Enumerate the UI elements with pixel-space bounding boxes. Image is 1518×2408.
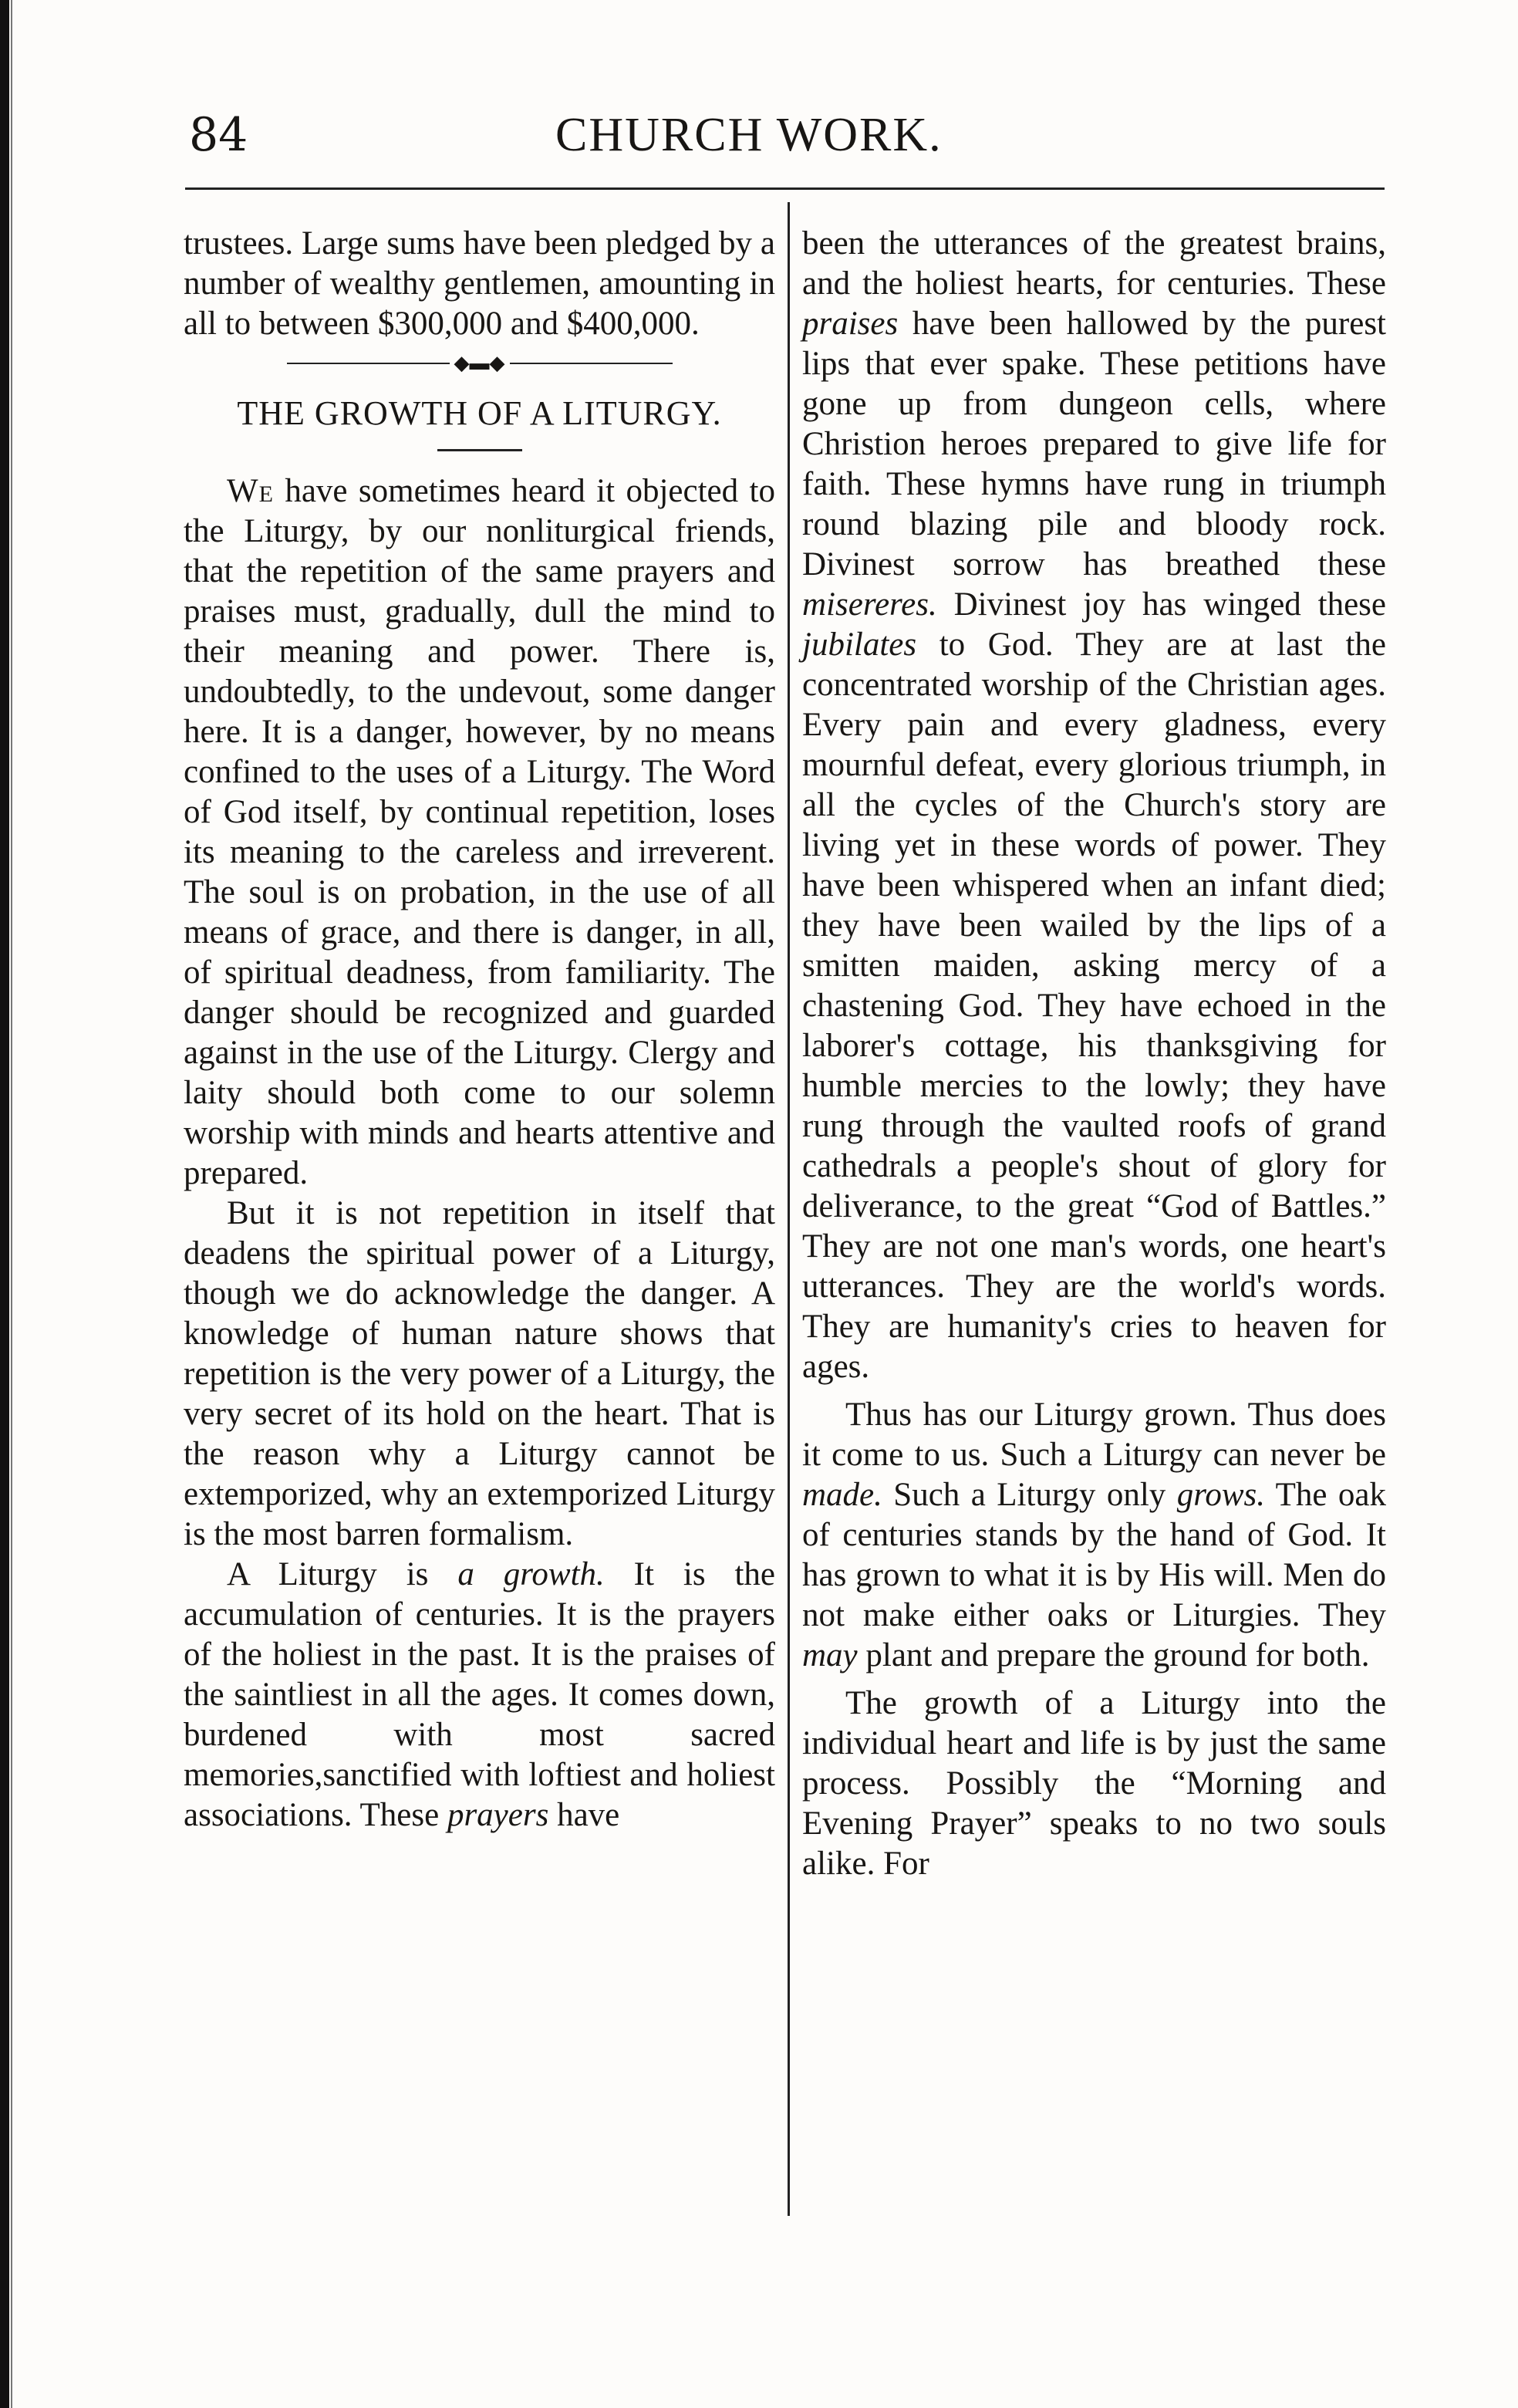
text-run: to God. They are at last the concentrated worship of the Christian ages. Every pain and every gladness, every mournful defeat, every glorious triumph, in all the cycles of the Church's story are living yet in these words of power. They have been whispered when an infant died; they have been wailed by the lips of a smitten maiden, asking mercy of a chastening God. They have echoed in the laborer's cottage, his thanksgiving for humble mercies to the lowly; they have rung through the vaulted roofs of grand cathedrals a people's shout of glory for deliverance, to the great “God of Battles.” They are not one man's words, one heart's utterances. They are the world's words. They are humanity's cries to heaven for ages.	[802, 626, 1386, 1385]
paragraph	[802, 1395, 1386, 1676]
italic-run: praises	[802, 306, 899, 342]
page-number: 84	[189, 108, 248, 162]
italic-run: prayers	[447, 1797, 549, 1833]
italic-run: misereres.	[802, 586, 937, 623]
continued-paragraph: trustees. Large sums have been pledged by a number of wealthy gentlemen, amounting in all to between $300,000 and $400,000.	[184, 225, 775, 342]
section-ornament	[287, 352, 673, 374]
title-rule	[437, 449, 522, 451]
text-run: It is the accumulation of centuries. It is the prayers of the holiest in the past. It is the praises of the saintliest in all the ages. It comes down, burdened with most sacred memories,sanctified with loftiest and holiest associations. These	[184, 1556, 775, 1833]
text-run: have	[548, 1797, 620, 1833]
text-run: been the utterances of the greatest brains, and the holiest hearts, for centuries. These	[802, 225, 1386, 302]
text-run: plant and prepare the ground for both.	[857, 1637, 1370, 1673]
text-run: A Liturgy is	[227, 1556, 458, 1592]
text-run: Divinest joy has winged these	[936, 586, 1386, 623]
italic-run: jubilates	[802, 626, 917, 663]
paragraph	[184, 1555, 775, 1836]
text-run: The oak of centuries stands by the hand of God. It has grown to what it is by His will. Men do not make either oaks or Liturgies. They	[802, 1477, 1387, 1633]
running-head: CHURCH WORK.	[555, 109, 943, 161]
page-edge-rule	[0, 0, 9, 2408]
text-run: Thus has our Liturgy grown. Thus does it come to us. Such a Liturgy can never be	[802, 1397, 1386, 1473]
italic-run: grows.	[1176, 1477, 1266, 1513]
column-divider	[788, 202, 790, 2216]
article-title: THE GROWTH OF A LITURGY.	[237, 394, 722, 432]
paragraph: But it is not repetition in itself that deadens the spiritual power of a Liturgy, though we do acknowledge the danger. A knowledge of human nature shows that repetition is the very power of a Liturgy, the very secret of its hold on the heart. That is the reason why a Liturgy cannot be extemporized, why an extemporized Liturgy is the most barren formalism.	[184, 1195, 775, 1552]
text-run: Such a Liturgy only	[882, 1477, 1177, 1513]
italic-run: made.	[802, 1477, 882, 1513]
paragraph-gap	[802, 1676, 1386, 1684]
page-edge-rule-thin	[11, 0, 12, 2408]
ornament-glyph: ◆▬◆	[450, 356, 510, 370]
text-run: have been hallowed by the purest lips that ever spake. These petitions have gone up from dungeon cells, where Christion heroes prepared to give life for faith. These hymns have rung in triumph round blazing pile and bloody rock. Divinest sorrow has breathed these	[802, 306, 1386, 583]
right-column	[802, 224, 1386, 1884]
left-column	[184, 224, 775, 1836]
paragraph	[802, 224, 1386, 1387]
header-rule	[185, 187, 1385, 190]
paragraph-gap	[802, 1387, 1386, 1395]
italic-run: a growth.	[457, 1556, 605, 1592]
drop-word: We	[227, 473, 274, 509]
paragraph	[184, 471, 775, 1194]
paragraph: The growth of a Liturgy into the individual heart and life is by just the same process. Possibly the “Morning and Evening Prayer” speaks to no two souls alike. For	[802, 1685, 1386, 1882]
italic-run: may	[802, 1637, 858, 1673]
paragraph-text: have sometimes heard it objected to the Liturgy, by our nonliturgical friends, that the repetition of the same prayers and praises must, gradually, dull the mind to their meaning and power. There is, undoubtedly, to the undevout, some danger here. It is a danger, however, by no means confined to the uses of a Liturgy. The Word of God itself, by continual repetition, loses its meaning to the careless and irreverent. The soul is on probation, in the use of all means of grace, and there is danger, in all, of spiritual deadness, from familiarity. The danger should be recognized and guarded against in the use of the Liturgy. Clergy and laity should both come to our solemn worship with minds and hearts attentive and prepared.	[184, 473, 775, 1191]
